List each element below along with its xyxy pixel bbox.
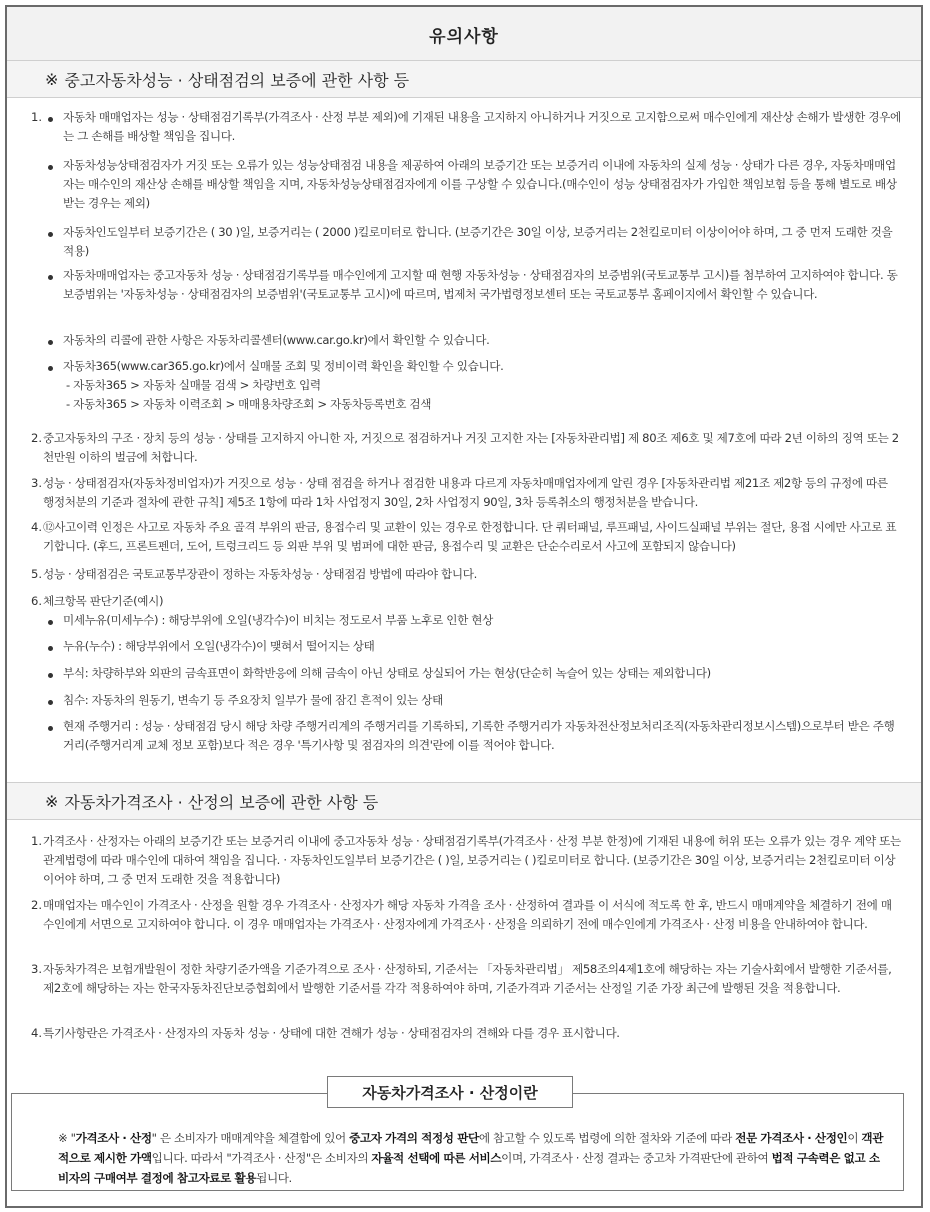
bullet-icon [48,165,53,170]
seg-10: 이며, 가격조사 · 산정 결과는 중고차 가격판단에 관하여 [501,1151,772,1165]
seg-8: 입니다. 따라서 "가격조사 · 산정"은 소비자의 [151,1151,372,1165]
item4-number: 4. [31,520,43,534]
item1-number: 1. [31,110,43,124]
s2-item1-number: 1. [31,834,43,848]
seg-4: 에 참고할 수 있도록 법령에 의한 절차와 기준에 따라 [478,1131,736,1145]
seg-5: 전문 가격조사 · 산정인 [735,1131,848,1145]
reference-mark: ※ [45,69,59,89]
item6-bullet-1: 미세누유(미세누수) : 해당부위에 오일(냉각수)이 비치는 정도로서 부품 노후로 인한 현상 [63,613,494,627]
bullet-icon [48,700,53,705]
page-title: 유의사항 [7,7,921,63]
bullet-icon [48,673,53,678]
item3-text: 성능 · 상태점검자(자동차정비업자)가 거짓으로 성능 · 상태 점검을 하거나 점검한 내용과 다르게 자동차매매업자에게 알린 경우 [자동차관리법 제21조 제2항 등의 규정에 따른 행정처분의 기준과 절차에 관한 규칙] 제5조 1항에 따라 1차 사업정지 30일, 2차 사업정지 90일, 3차 등록취소의 행정처분을 받습니다. [43,476,888,509]
reference-mark: ※ [45,791,59,811]
seg-9: 자율적 선택에 따른 서비스 [371,1151,502,1165]
item5-text: 성능 · 상태점검은 국토교통부장관이 정하는 자동차성능 · 상태점검 방법에 따라야 합니다. [43,567,477,581]
bullet-icon [48,232,53,237]
item6-bullet-5: 현재 주행거리 : 성능 · 상태점검 당시 해당 차량 주행거리계의 주행거리를 기록하되, 기록한 주행거리가 자동차전산정보처리조직(자동차관리정보시스템)으로부터 받은 주행거리(주행거리계 교체 정보 포함)보다 적은 경우 '특기사항 및 점검자의 의견'란에 이를 적어야 합니다. [63,719,895,752]
item1-bullet-3: 자동차인도일부터 보증기간은 ( 30 )일, 보증거리는 ( 2000 )킬로미터로 합니다. (보증기간은 30일 이상, 보증거리는 2천킬로미터 이상이어야 하며, 그 중 먼저 도래한 것을 적용) [63,225,893,258]
reference-mark: ※ [58,1131,68,1145]
bullet-icon [48,620,53,625]
item1-bullet-2: 자동차성능상태점검자가 거짓 또는 오류가 있는 성능상태점검 내용을 제공하여 아래의 보증기간 또는 보증거리 이내에 자동차의 실제 성능 · 상태가 다른 경우, 자동차매매업자는 매수인의 재산상 손해를 배상할 책임을 지며, 자동차성능상태점검자에게 이를 구상할 수 있습니다.(매수인이 성능 상태점검자가 가입한 책임보험 등을 통해 별도로 배상받는 경우는 제외) [63,158,897,210]
item6-bullet-4: 침수: 자동차의 원동기, 변속기 등 주요장치 일부가 물에 잠긴 흔적이 있는 상태 [63,693,443,707]
s2-item1-text: 가격조사 · 산정자는 아래의 보증기간 또는 보증거리 이내에 중고자동차 성능 · 상태점검기록부(가격조사 · 산정 부분 한정)에 기재된 내용에 허위 또는 오류가 있는 경우 계약 또는 관계법령에 따라 매수인에 대하여 책임을 집니다. · 자동차인도일부터 보증기간은 ( )일, 보증거리는 ( )킬로미터로 합니다. (보증기간은 30일 이상, 보증거리는 2천킬로미터 이상이어야 하며, 그 중 먼저 도래한 것을 적용합니다) [43,834,901,886]
definition-box-title: 자동차가격조사 · 산정이란 [327,1076,573,1108]
s2-item2-number: 2. [31,898,43,912]
item1-bullet-5: 자동차의 리콜에 관한 사항은 자동차리콜센터(www.car.go.kr)에서 확인할 수 있습니다. [63,333,490,347]
item5-number: 5. [31,567,43,581]
section2-header [7,782,921,820]
item2-text: 중고자동차의 구조 · 장치 등의 성능 · 상태를 고지하지 아니한 자, 거짓으로 점검하거나 거짓 고지한 자는 [자동차관리법] 제 80조 제6호 및 제7호에 따라 2년 이하의 징역 또는 2천만원 이하의 벌금에 처합니다. [43,431,899,464]
section2-heading: 자동차가격조사 · 산정의 보증에 관한 사항 등 [64,792,379,812]
item4-text: ⑫사고이력 인정은 사고로 자동차 주요 골격 부위의 판금, 용접수리 및 교환이 있는 경우로 한정합니다. 단 쿼터패널, 루프패널, 사이드실패널 부위는 절단, 용접 시에만 사고로 표기합니다. (후드, 프론트펜더, 도어, 트렁크리드 등 외판 부위 및 범퍼에 대한 판금, 용접수리 및 교환은 단순수리로서 사고에 포함되지 않습니다) [43,520,897,553]
item6-bullet-3: 부식: 차량하부와 외판의 금속표면이 화학반응에 의해 금속이 아닌 상태로 상실되어 가는 현상(단순히 녹슬어 있는 상태는 제외합니다) [63,666,711,680]
item3-number: 3. [31,476,43,490]
seg-2: " 은 소비자가 매매계약을 체결함에 있어 [151,1131,350,1145]
bullet-icon [48,275,53,280]
bullet-icon [48,726,53,731]
bullet-icon [48,646,53,651]
section1-header [7,60,921,98]
item6-text: 체크항목 판단기준(예시) [43,594,164,608]
item1-sub-line-1: - 자동차365 > 자동차 실매물 검색 > 차량번호 입력 [66,378,321,392]
s2-item4-text: 특기사항란은 가격조사 · 산정자의 자동차 성능 · 상태에 대한 견해가 성능 · 상태점검자의 견해와 다를 경우 표시합니다. [43,1026,620,1040]
s2-item3-number: 3. [31,962,43,976]
seg-1: 가격조사 · 산정 [75,1131,152,1145]
item6-bullet-2: 누유(누수) : 해당부위에서 오일(냉각수)이 맺혀서 떨어지는 상태 [63,639,375,653]
seg-6: 이 [847,1131,862,1145]
seg-3: 중고자 가격의 적정성 판단 [349,1131,479,1145]
bullet-icon [48,340,53,345]
s2-item3-text: 자동차가격은 보험개발원이 정한 차량기준가액을 기준가격으로 조사 · 산정하되, 기준서는 「자동차관리법」 제58조의4제1호에 해당하는 자는 기술사회에서 발행한 기준서를, 제2호에 해당하는 자는 한국자동차진단보증협회에서 발행한 기준서를 각각 적용하여야 하며, 기준가격과 기준서는 산정일 기준 가장 최근에 발행된 것을 적용합니다. [43,962,892,995]
seg-12: 됩니다. [256,1171,292,1185]
item2-number: 2. [31,431,43,445]
item1-bullet-1: 자동차 매매업자는 성능 · 상태점검기록부(가격조사 · 산정 부분 제외)에 기재된 내용을 고지하지 아니하거나 거짓으로 고지함으로써 매수인에게 재산상 손해가 발생한 경우에는 그 손해를 배상할 책임을 집니다. [63,110,901,143]
definition-box-text [58,1128,888,1188]
bullet-icon [48,117,53,122]
item1-bullet-4: 자동차매매업자는 중고자동차 성능 · 상태점검기록부를 매수인에게 고지할 때 현행 자동차성능 · 상태점검자의 보증범위(국토교통부 고시)를 첨부하여 고지하여야 합니다. 동 보증범위는 '자동차성능 · 상태점검자의 보증범위'(국토교통부 고시)에 따르며, 법제처 국가법령정보센터 또는 국토교통부 홈페이지에서 확인할 수 있습니다. [63,268,898,301]
seg-11: 법적 구속력은 없고 소비자의 구매여부 결정에 참고자료로 활용 [58,1151,880,1185]
item6-number: 6. [31,594,43,608]
item1-bullet-6: 자동차365(www.car365.go.kr)에서 실매물 조회 및 정비이력 확인을 확인할 수 있습니다. [63,359,504,373]
item1-sub-line-2: - 자동차365 > 자동차 이력조회 > 매매용차량조회 > 자동차등록번호 검색 [66,397,432,411]
seg-0: " [70,1131,76,1145]
s2-item2-text: 매매업자는 매수인이 가격조사 · 산정을 원할 경우 가격조사 · 산정자가 해당 자동차 가격을 조사 · 산정하여 결과를 이 서식에 적도록 한 후, 반드시 매매계약을 체결하기 전에 매수인에게 서면으로 고지하여야 합니다. 이 경우 매매업자는 가격조사 · 산정자에게 가격조사 · 산정을 의뢰하기 전에 매수인에게 가격조사 · 산정 비용을 안내하여야 합니다. [43,898,892,931]
s2-item4-number: 4. [31,1026,43,1040]
seg-7: 객관적으로 제시한 가액 [58,1131,884,1165]
section1-heading: 중고자동차성능 · 상태점검의 보증에 관한 사항 등 [64,70,410,90]
bullet-icon [48,366,53,371]
